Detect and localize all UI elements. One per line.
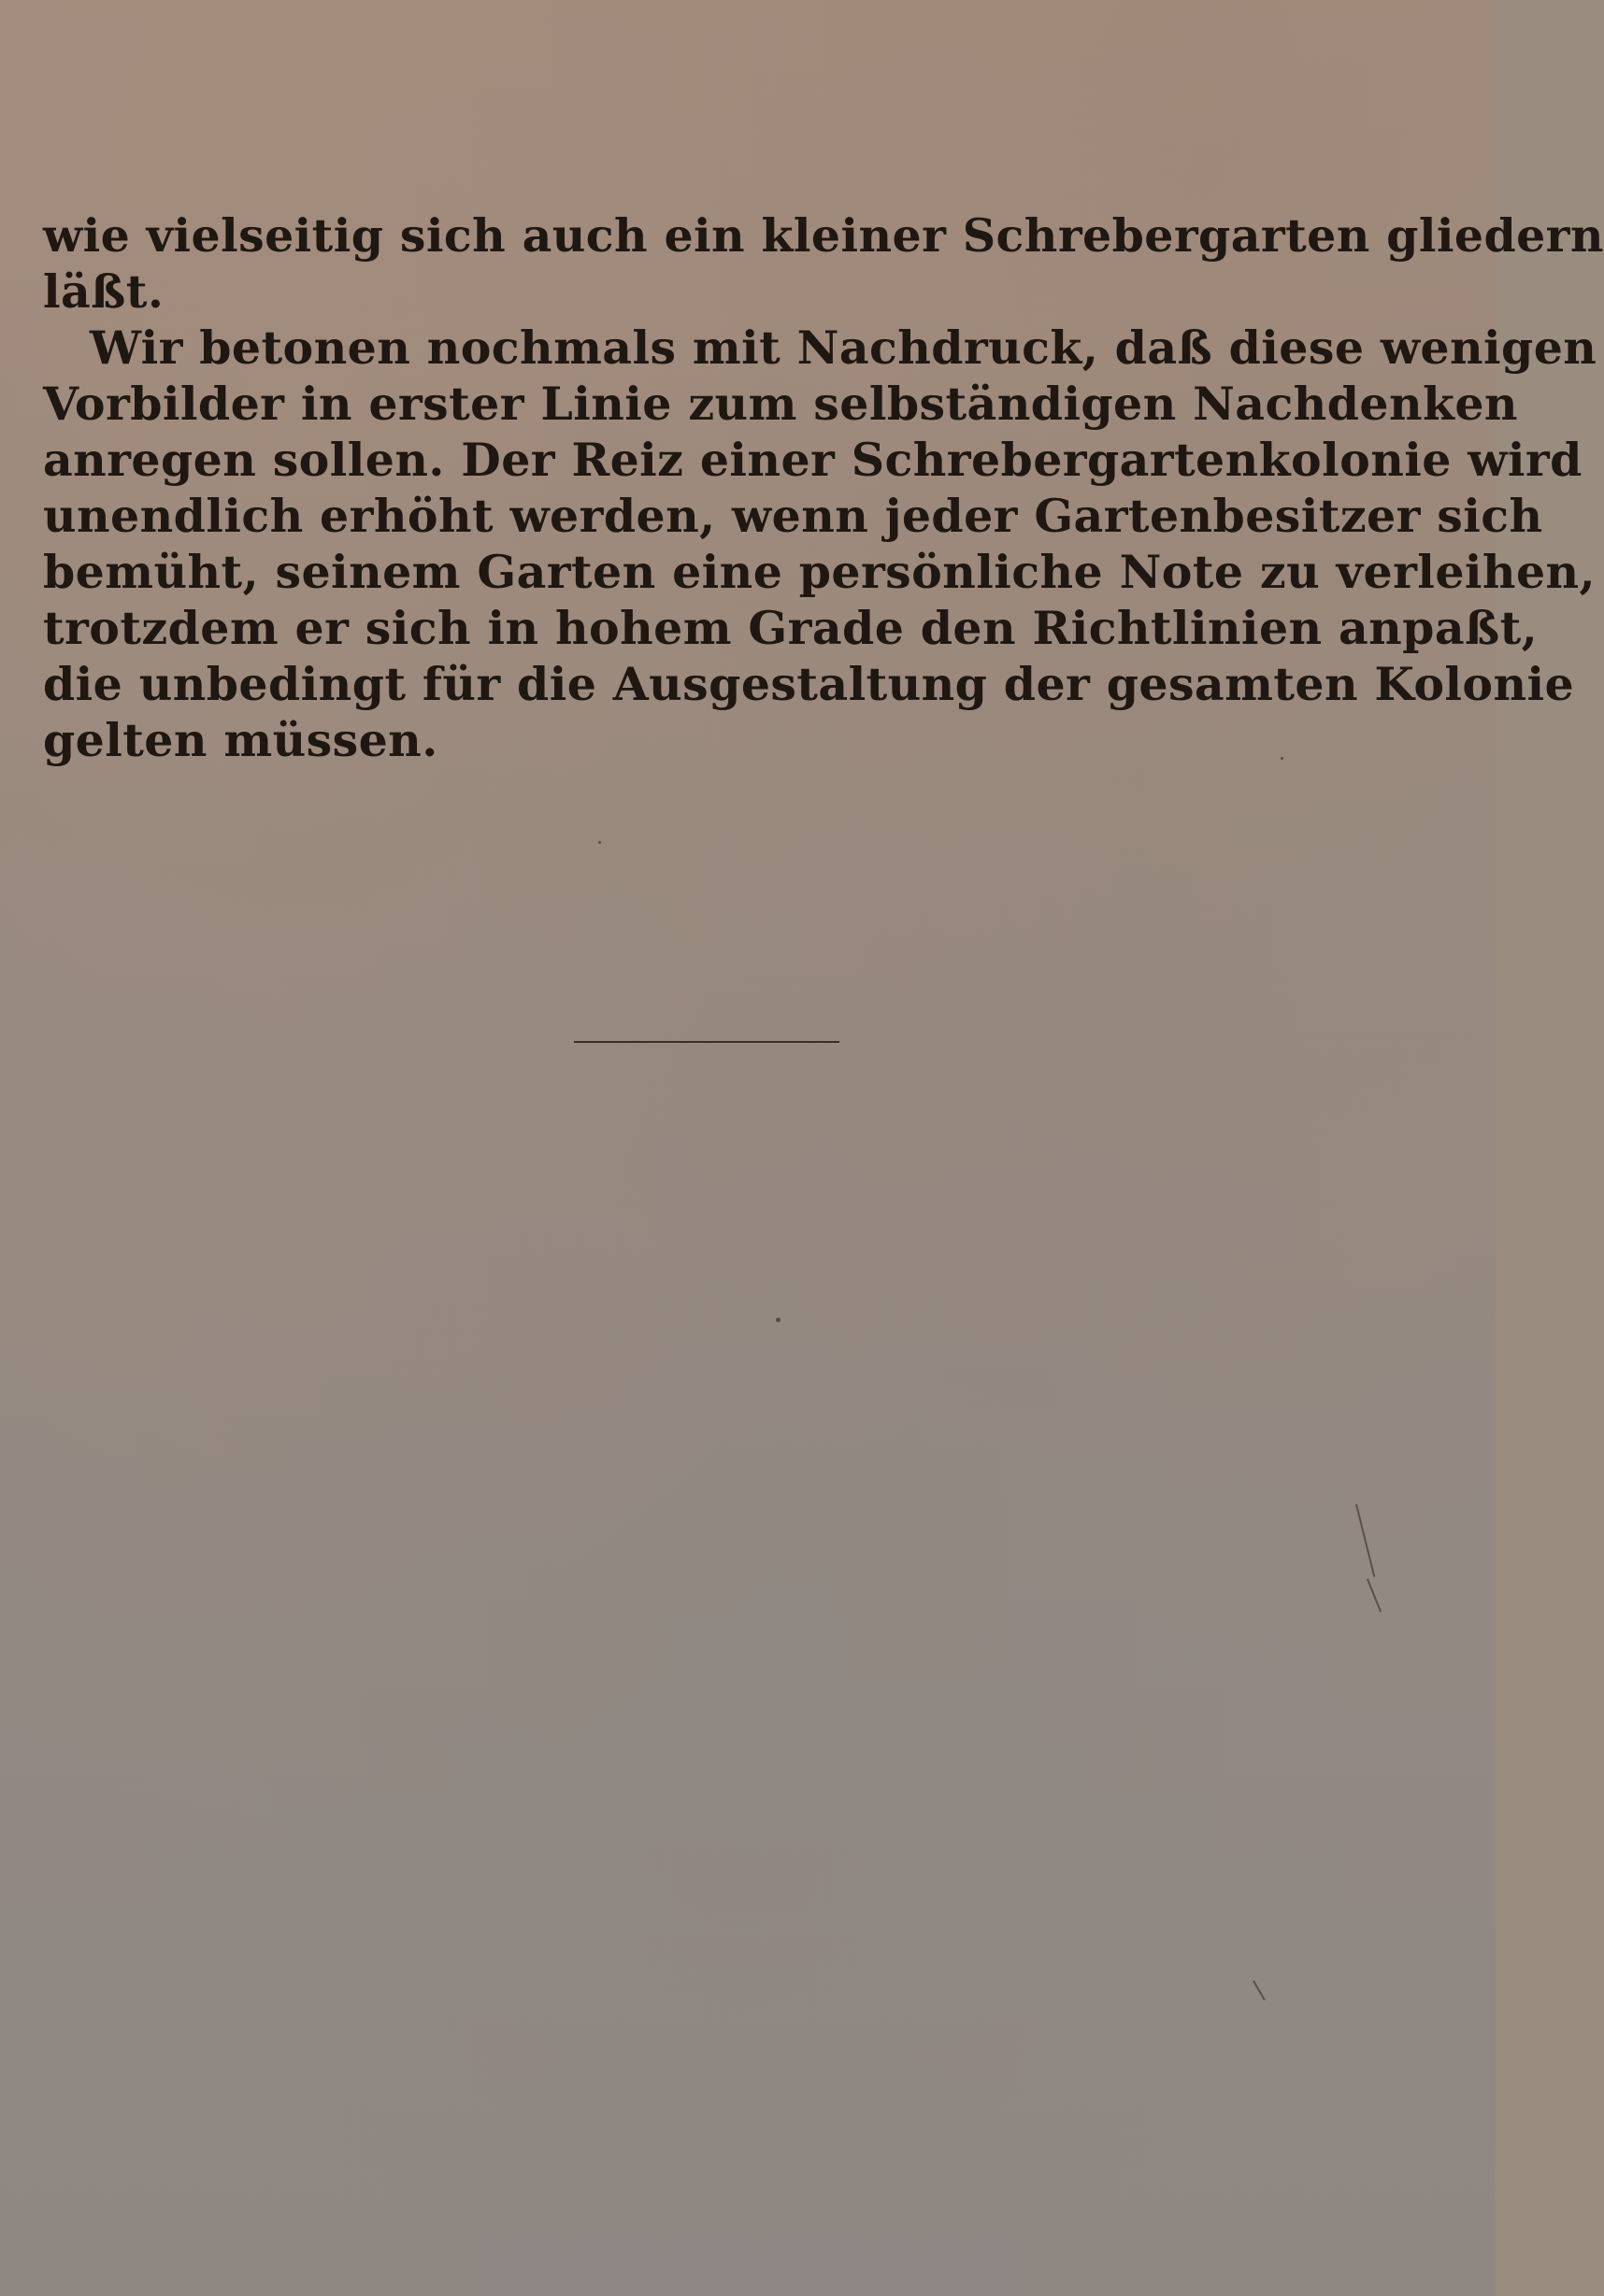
text-line: Vorbilder in erster Linie zum selbständigen Nachdenken [43, 377, 1518, 431]
text-line: gelten müssen. [43, 713, 438, 767]
text-line: anregen sollen. Der Reiz einer Schrebergartenkolonie wird [43, 433, 1583, 487]
text-line: trotzdem er sich in hohem Grade den Richtlinien anpaßt, [43, 601, 1539, 655]
text-line: läßt. [43, 264, 165, 319]
paper-scratch [1355, 1505, 1375, 1577]
paper-speck [598, 841, 601, 844]
paper-speck [1281, 757, 1283, 760]
text-line: bemüht, seinem Garten eine persönliche Note zu verleihen, [43, 545, 1596, 599]
paper-scratch [1253, 1980, 1266, 2001]
section-divider [574, 1041, 839, 1043]
text-line: Wir betonen nochmals mit Nachdruck, daß diese wenigen [90, 321, 1597, 375]
paragraph-text [43, 207, 1604, 768]
text-line: unendlich erhöht werden, wenn jeder Gartenbesitzer sich [43, 489, 1543, 543]
text-line: wie vielseitig sich auch ein kleiner Schrebergarten gliedern [43, 208, 1604, 263]
text-line: die unbedingt für die Ausgestaltung der gesamten Kolonie [43, 657, 1575, 711]
paper-speck [776, 1318, 781, 1322]
paper-scratch [1367, 1578, 1382, 1612]
